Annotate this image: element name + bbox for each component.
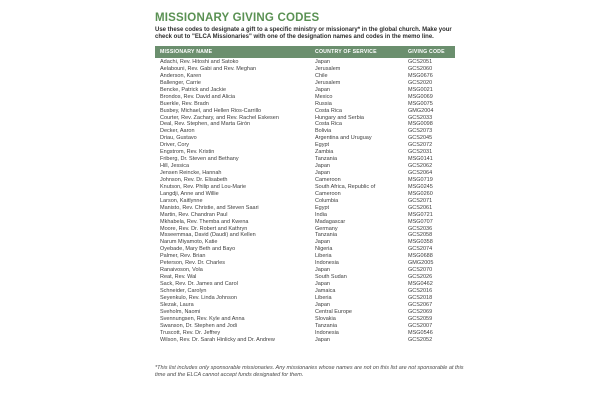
table-row [155, 156, 455, 163]
table-row [155, 170, 455, 177]
cell-country-of-service: Costa Rica [315, 107, 342, 114]
table-row [155, 73, 455, 80]
cell-missionary-name: Schneider, Carolyn [160, 287, 207, 294]
table-row [155, 239, 455, 246]
cell-country-of-service: Slovakia [315, 315, 336, 322]
table-row [155, 281, 455, 288]
cell-country-of-service: Japan [315, 336, 330, 343]
cell-giving-code: MSG0260 [408, 190, 433, 197]
cell-country-of-service: Germany [315, 225, 338, 232]
table-row [155, 115, 455, 122]
table-row [155, 59, 455, 66]
table-row [155, 337, 455, 344]
cell-giving-code: MSG0098 [408, 121, 433, 128]
cell-giving-code: MSG0546 [408, 329, 433, 336]
table-row [155, 212, 455, 219]
cell-missionary-name: Truscott, Rev. Dr. Jeffrey [160, 329, 221, 336]
cell-missionary-name: Peterson, Rev. Dr. Charles [160, 260, 226, 267]
table-row [155, 260, 455, 267]
cell-missionary-name: Hill, Jessica [160, 163, 190, 170]
cell-giving-code: MSG0358 [408, 239, 433, 246]
table-row [155, 302, 455, 309]
cell-country-of-service: Madagascar [315, 218, 346, 225]
cell-missionary-name: Swanson, Dr. Stephen and Jodi [160, 322, 238, 329]
cell-giving-code: GCS2026 [408, 274, 433, 281]
cell-missionary-name: Buerkle, Rev. Bradn [160, 100, 209, 107]
column-header-missionary-name: MISSIONARY NAME [160, 49, 213, 55]
cell-country-of-service: Japan [315, 239, 330, 246]
cell-giving-code: MSG0021 [408, 86, 433, 93]
page-title: MISSIONARY GIVING CODES [155, 12, 320, 24]
cell-missionary-name: Reat, Rev. Wal [160, 274, 197, 281]
cell-missionary-name: Anderson, Karen [160, 72, 202, 79]
table-row [155, 142, 455, 149]
table-row [155, 184, 455, 191]
table-row [155, 205, 455, 212]
cell-country-of-service: Central Europe [315, 308, 352, 315]
cell-country-of-service: Russia [315, 100, 332, 107]
cell-giving-code: GCS2058 [408, 232, 433, 239]
table-row [155, 253, 455, 260]
cell-country-of-service: Jerusalem [315, 65, 341, 72]
cell-missionary-name: Ballenger, Carrie [160, 79, 201, 86]
table-row [155, 316, 455, 323]
table-row [155, 149, 455, 156]
cell-giving-code: GCS2033 [408, 114, 433, 121]
cell-country-of-service: Japan [315, 301, 330, 308]
cell-giving-code: GMG2005 [408, 260, 434, 267]
cell-missionary-name: Oyebade, Mary Beth and Bayo [160, 246, 236, 253]
table-row [155, 274, 455, 281]
cell-giving-code: GCS2061 [408, 204, 433, 211]
table-row [155, 323, 455, 330]
cell-missionary-name: Engstrom, Rev. Kristin [160, 149, 215, 156]
table-row [155, 198, 455, 205]
cell-giving-code: GCS2069 [408, 308, 433, 315]
cell-country-of-service: Japan [315, 59, 330, 65]
cell-missionary-name: Narum Miyamoto, Katie [160, 239, 218, 246]
cell-missionary-name: Langdji, Anne and Willie [160, 190, 219, 197]
cell-giving-code: GCS2051 [408, 59, 433, 65]
cell-missionary-name: Wilson, Rev. Dr. Sarah Hinlicky and Dr. Andrew [160, 336, 275, 343]
cell-country-of-service: Columbia [315, 197, 339, 204]
table-row [155, 177, 455, 184]
cell-giving-code: GCS2073 [408, 128, 433, 135]
cell-giving-code: GCS2071 [408, 197, 433, 204]
cell-missionary-name: Seyenkulo, Rev. Linda Johnson [160, 294, 237, 301]
cell-missionary-name: Friberg, Dr. Steven and Bethany [160, 156, 239, 163]
cell-giving-code: GMG2004 [408, 107, 434, 114]
cell-country-of-service: Egypt [315, 142, 330, 149]
missionary-table-body [155, 59, 455, 345]
cell-giving-code: GCS2020 [408, 79, 433, 86]
cell-missionary-name: Ranaivoson, Vola [160, 267, 203, 274]
cell-country-of-service: Chile [315, 72, 328, 79]
cell-country-of-service: Argentina and Uruguay [315, 135, 372, 142]
footnote: *This list includes only sponsorable missionaries. Any missionaries whose names are not on this list are not sponsorable at this time and the ELCA cannot accept funds designated for them. [155, 365, 464, 378]
cell-country-of-service: Japan [315, 281, 330, 287]
cell-giving-code: MSG0707 [408, 218, 433, 225]
column-header-country-of-service: COUNTRY OF SERVICE [315, 49, 377, 55]
cell-country-of-service: Tanzania [315, 322, 338, 329]
table-row [155, 80, 455, 87]
cell-missionary-name: Sack, Rev. Dr. James and Carol [160, 281, 238, 287]
intro-paragraph: Use these codes to designate a gift to a specific ministry or missionary* in the global church. Make your check out to "ELCA Missionaries" with one of the designation names and codes in the memo line. [155, 27, 452, 40]
table-row [155, 219, 455, 226]
table-row [155, 246, 455, 253]
cell-giving-code: MSG0719 [408, 176, 433, 183]
column-header-giving-code: GIVING CODE [408, 49, 445, 55]
cell-missionary-name: Driver, Cory [160, 142, 190, 149]
cell-country-of-service: Costa Rica [315, 121, 342, 128]
cell-giving-code: GCS2064 [408, 170, 433, 176]
cell-giving-code: MSG0075 [408, 100, 433, 107]
cell-missionary-name: Mkhabela, Rev. Themba and Kwena [160, 218, 249, 225]
table-row [155, 232, 455, 239]
cell-country-of-service: Cameroon [315, 176, 341, 183]
cell-country-of-service: South Africa, Republic of [315, 183, 376, 190]
cell-giving-code: MSG0688 [408, 253, 433, 260]
cell-giving-code: GCS2070 [408, 267, 433, 274]
cell-giving-code: GCS2016 [408, 287, 433, 294]
cell-missionary-name: Jensen Reincke, Hannah [160, 170, 222, 176]
cell-country-of-service: Japan [315, 170, 330, 176]
cell-missionary-name: Svennungsen, Rev. Kyle and Anna [160, 315, 245, 322]
cell-country-of-service: Indonesia [315, 260, 339, 267]
cell-giving-code: MSG0462 [408, 281, 433, 287]
cell-giving-code: MSG0676 [408, 72, 433, 79]
cell-country-of-service: Zambia [315, 149, 334, 156]
cell-country-of-service: Japan [315, 86, 330, 93]
cell-missionary-name: Adachi, Rev. Hitoshi and Satoko [160, 59, 239, 65]
cell-country-of-service: Hungary and Serbia [315, 114, 364, 121]
cell-missionary-name: Manisto, Rev. Christie, and Steven Saari [160, 204, 259, 211]
cell-missionary-name: Decker, Aaron [160, 128, 195, 135]
table-row [155, 128, 455, 135]
cell-missionary-name: Msseemmaa, David (Daudi) and Kellen [160, 232, 256, 239]
table-row [155, 87, 455, 94]
cell-country-of-service: Japan [315, 267, 330, 274]
table-row [155, 267, 455, 274]
cell-giving-code: GCS2052 [408, 336, 433, 343]
cell-missionary-name: Moore, Rev. Dr. Robert and Kathryn [160, 225, 248, 232]
cell-missionary-name: Palmer, Rev. Brian [160, 253, 206, 260]
cell-giving-code: GCS2059 [408, 315, 433, 322]
cell-giving-code: GCS2072 [408, 142, 433, 149]
cell-country-of-service: Tanzania [315, 232, 338, 239]
cell-country-of-service: Cameroon [315, 190, 341, 197]
cell-country-of-service: Nigeria [315, 246, 333, 253]
table-row [155, 226, 455, 233]
cell-country-of-service: South Sudan [315, 274, 347, 281]
table-row [155, 330, 455, 337]
table-row [155, 108, 455, 115]
cell-giving-code: GCS2007 [408, 322, 433, 329]
cell-missionary-name: Martin, Rev. Chandran Paul [160, 211, 228, 218]
cell-missionary-name: Sveholm, Naomi [160, 308, 201, 315]
cell-giving-code: MSG0141 [408, 156, 433, 163]
table-row [155, 191, 455, 198]
cell-giving-code: GCS2031 [408, 149, 433, 156]
cell-missionary-name: Bencke, Patrick and Jackie [160, 86, 227, 93]
cell-giving-code: GCS2074 [408, 246, 433, 253]
cell-giving-code: GCS2036 [408, 225, 433, 232]
cell-missionary-name: Aelabouni, Rev. Gabi and Rev. Meghan [160, 65, 257, 72]
cell-country-of-service: India [315, 211, 327, 218]
cell-giving-code: GCS2018 [408, 294, 433, 301]
cell-missionary-name: Knutson, Rev. Philip and Lou-Marie [160, 183, 247, 190]
cell-country-of-service: Mexico [315, 93, 333, 100]
cell-giving-code: GCS2062 [408, 163, 433, 170]
cell-missionary-name: Johnson, Rev. Dr. Elisabeth [160, 176, 228, 183]
table-row [155, 135, 455, 142]
table-row [155, 288, 455, 295]
table-row [155, 295, 455, 302]
cell-country-of-service: Jerusalem [315, 79, 341, 86]
cell-giving-code: MSG0721 [408, 211, 433, 218]
cell-country-of-service: Japan [315, 163, 330, 170]
table-row [155, 163, 455, 170]
cell-country-of-service: Bolivia [315, 128, 332, 135]
cell-country-of-service: Tanzania [315, 156, 338, 163]
table-row [155, 66, 455, 73]
cell-country-of-service: Liberia [315, 294, 332, 301]
table-row [155, 101, 455, 108]
cell-missionary-name: Larson, Kaitlynne [160, 197, 203, 204]
cell-giving-code: MSG0245 [408, 183, 433, 190]
cell-missionary-name: Driau, Gustavo [160, 135, 197, 142]
table-row [155, 121, 455, 128]
table-header-row [155, 46, 455, 58]
cell-missionary-name: Courter, Rev. Zachary, and Rev. Rachel Eskesen [160, 114, 279, 121]
cell-missionary-name: Deal, Rev. Stephen, and Marta Girón [160, 121, 251, 128]
cell-missionary-name: Slezak, Laura [160, 301, 194, 308]
cell-country-of-service: Egypt [315, 204, 330, 211]
cell-country-of-service: Jamaica [315, 287, 336, 294]
cell-giving-code: MSG0069 [408, 93, 433, 100]
cell-country-of-service: Indonesia [315, 329, 339, 336]
cell-missionary-name: Busbey, Michael, and Hellen Rios-Carrillo [160, 107, 262, 114]
cell-giving-code: GCS2067 [408, 301, 433, 308]
cell-giving-code: GCS2045 [408, 135, 433, 142]
cell-giving-code: GCS2060 [408, 65, 433, 72]
table-row [155, 309, 455, 316]
cell-country-of-service: Liberia [315, 253, 332, 260]
table-row [155, 94, 455, 101]
cell-missionary-name: Brondos, Rev. David and Alicia [160, 93, 236, 100]
